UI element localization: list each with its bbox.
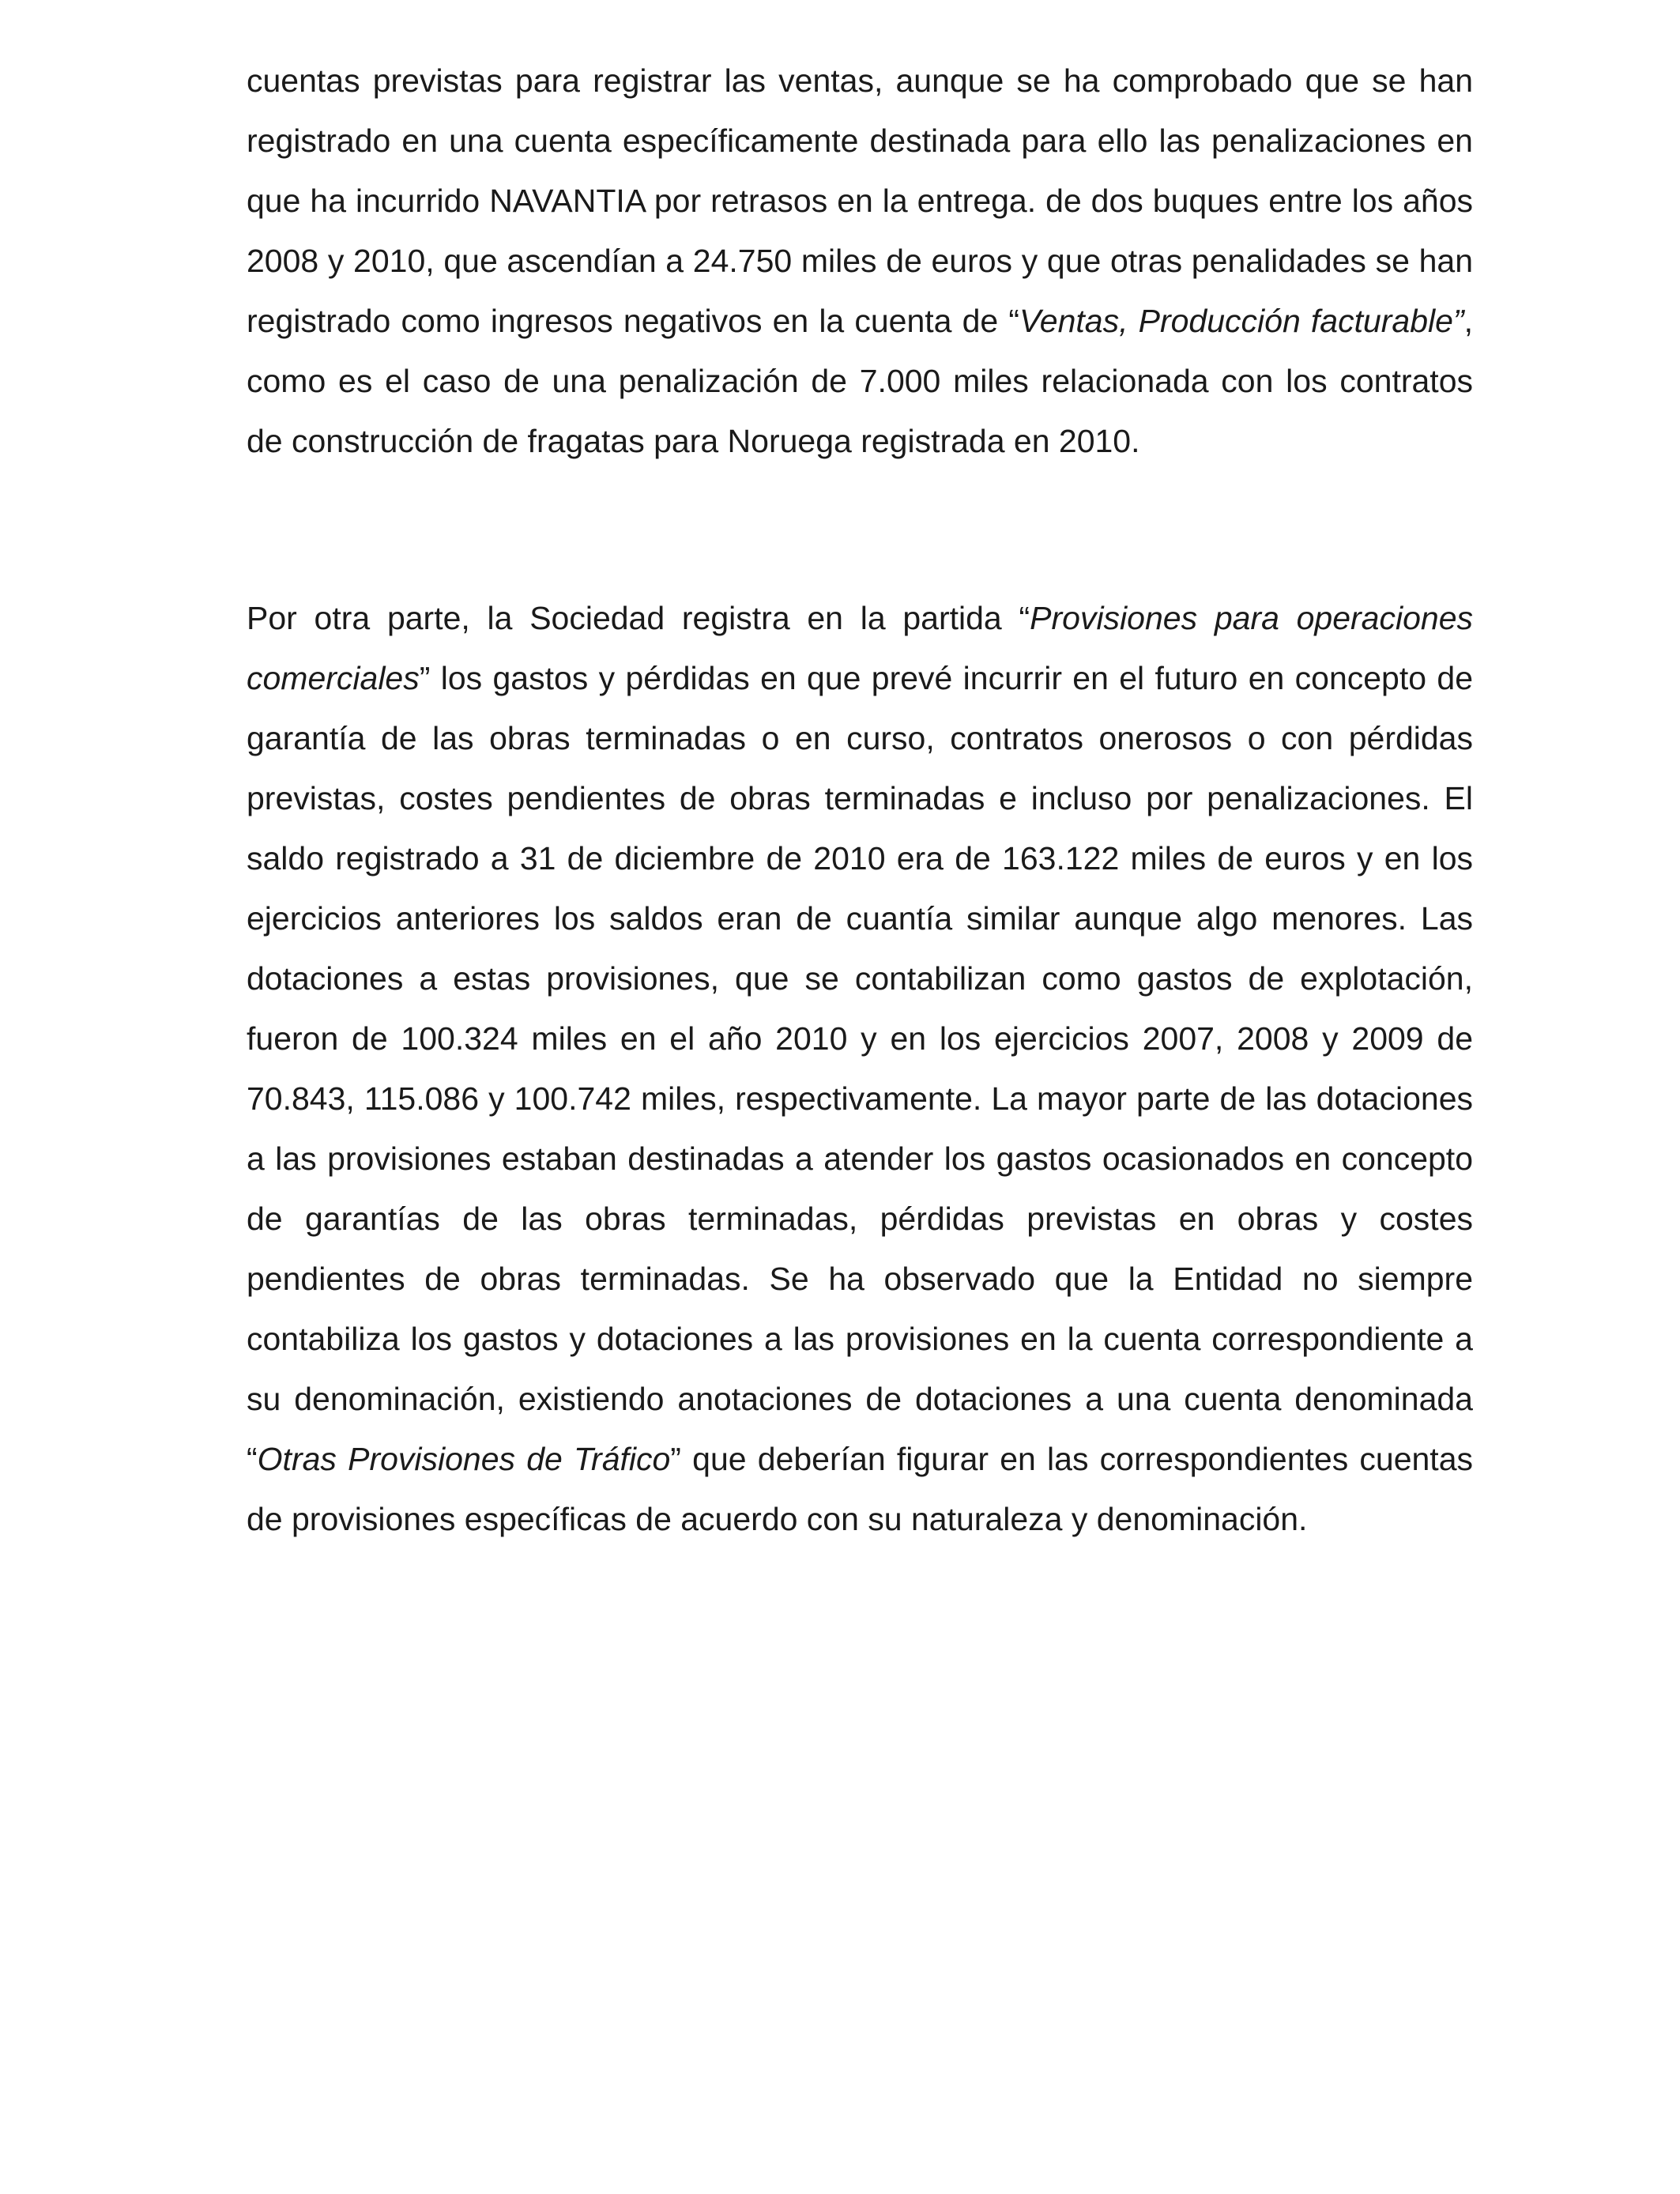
- paragraph-2-text-c: ” que deberían figurar en las correspondientes cuentas de provisiones específicas de acuerdo con su naturaleza y denominación.: [247, 1441, 1473, 1537]
- paragraph-2-italic-provisiones: Provisiones para operaciones comerciales: [247, 600, 1473, 696]
- paragraph-1-italic-ventas: Ventas, Producción facturable”: [1019, 303, 1464, 339]
- paragraph-1-text-a: cuentas previstas para registrar las ventas, aunque se ha comprobado que se han registrado en una cuenta específicamente destinada para ello las penalizaciones en que ha incurrido NAVANTIA por retrasos en la entrega. de dos buques entre los años 2008 y 2010, que ascendían a 24.750 miles de euros y que otras penalidades se han registrado como ingresos negativos en la cuenta de “: [247, 62, 1473, 339]
- paragraph-2-text-b: ” los gastos y pérdidas en que prevé incurrir en el futuro en concepto de garantía de las obras terminadas o en curso, contratos onerosos o con pérdidas previstas, costes pendientes de obras terminadas e incluso por penalizaciones. El saldo registrado a 31 de diciembre de 2010 era de 163.122 miles de euros y en los ejercicios anteriores los saldos eran de cuantía similar aunque algo menores. Las dotaciones a estas provisiones, que se contabilizan como gastos de explotación, fueron de 100.324 miles en el año 2010 y en los ejercicios 2007, 2008 y 2009 de 70.843, 115.086 y 100.742 miles, respectivamente. La mayor parte de las dotaciones a las provisiones estaban destinadas a atender los gastos ocasionados en concepto de garantías de las obras terminadas, pérdidas previstas en obras y costes pendientes de obras terminadas. Se ha observado que la Entidad no siempre contabiliza los gastos y dotaciones a las provisiones en la cuenta correspondiente a su denominación, existiendo anotaciones de dotaciones a una cuenta denominada “: [247, 660, 1473, 1477]
- paragraph-2-text-a: Por otra parte, la Sociedad registra en la partida “: [247, 600, 1030, 636]
- paragraph-penalizaciones: [247, 51, 1473, 471]
- paragraph-provisiones: [247, 588, 1473, 1549]
- paragraph-1-text-b: , como es el caso de una penalización de 7.000 miles relacionada con los contratos de construcción de fragatas para Noruega registrada en 2010.: [247, 303, 1473, 459]
- paragraph-2-italic-otras-provisiones: Otras Provisiones de Tráfico: [257, 1441, 671, 1477]
